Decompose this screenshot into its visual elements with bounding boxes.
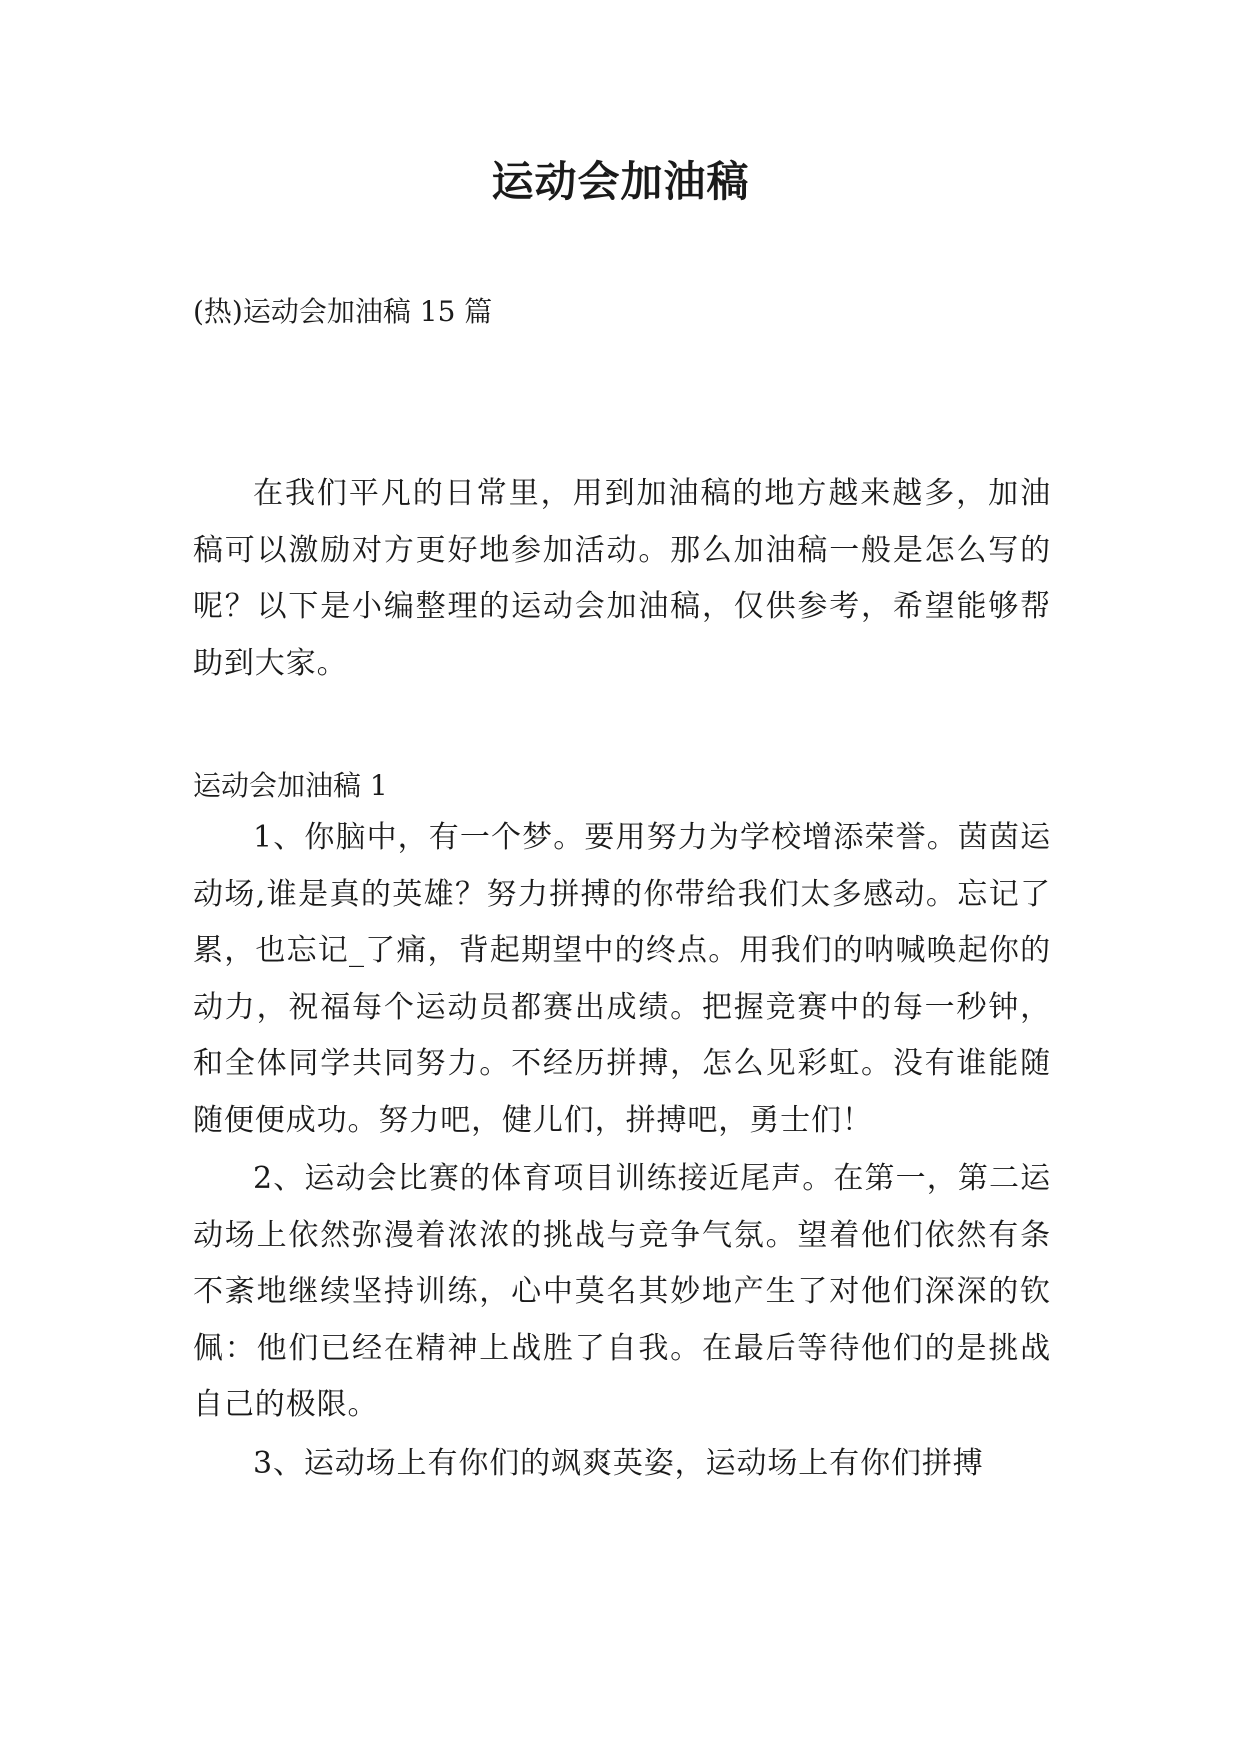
section-heading: 运动会加油稿 1 bbox=[193, 769, 388, 802]
document-subtitle: (热)运动会加油稿 15 篇 bbox=[193, 295, 493, 328]
intro-paragraph-block bbox=[193, 466, 1051, 692]
list-item: 3、运动场上有你们的飒爽英姿，运动场上有你们拼搏 bbox=[253, 1445, 984, 1481]
list-item: 2、运动会比赛的体育项目训练接近尾声。在第一，第二运动场上依然弥漫着浓浓的挑战与竞争气氛。望着他们依然有条不紊地继续坚持训练，心中莫名其妙地产生了对他们深深的钦佩：他们已经在精神上战胜了自我。在最后等待他们的是挑战自己的极限。 bbox=[193, 1161, 1051, 1422]
intro-paragraph: 在我们平凡的日常里，用到加油稿的地方越来越多，加油稿可以激励对方更好地参加活动。那么加油稿一般是怎么写的呢？以下是小编整理的运动会加油稿，仅供参考，希望能够帮助到大家。 bbox=[193, 476, 1051, 681]
page-title: 运动会加油稿 bbox=[491, 157, 750, 206]
list-item: 1、你脑中，有一个梦。要用努力为学校增添荣誉。茵茵运动场,谁是真的英雄？努力拼搏的你带给我们太多感动。忘记了累，也忘记_了痛，背起期望中的终点。用我们的呐喊唤起你的动力，祝福每个运动员都赛出成绩。把握竞赛中的每一秒钟，和全体同学共同努力。不经历拼搏，怎么见彩虹。没有谁能随随便便成功。努力吧，健儿们，拼搏吧，勇士们！ bbox=[193, 820, 1051, 1138]
item-list bbox=[193, 810, 1051, 1494]
